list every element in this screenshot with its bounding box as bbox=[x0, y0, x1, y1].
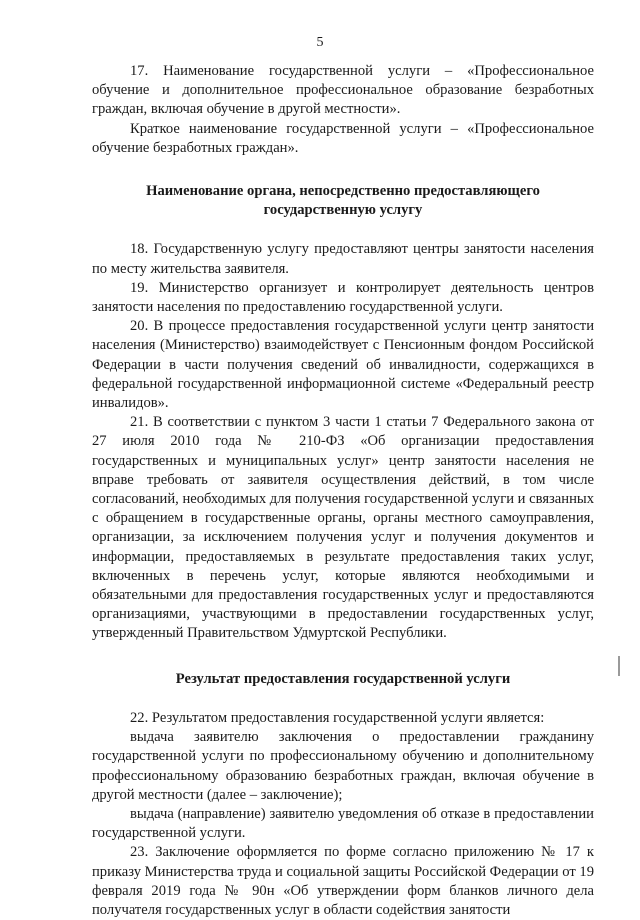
paragraph-short-name: Краткое наименование государственной услуги – «Профессиональное обучение безработных граждан». bbox=[92, 120, 594, 156]
paragraph-18: 18. Государственную услугу предоставляют центры занятости населения по месту жительства заявителя. bbox=[92, 241, 594, 277]
section-heading-organ: Наименование органа, непосредственно предоставляющего государственную услугу bbox=[146, 183, 540, 219]
paragraph-20: 20. В процессе предоставления государственной услуги центр занятости населения (Министерство) взаимодействует с Пенсионным фондом Российской Федерации в части получения сведений об инвалидности, содержащихся в федеральной государственной информационной системе «Федеральный реестр инвалидов». bbox=[92, 318, 594, 412]
scan-artifact bbox=[618, 656, 620, 676]
section-heading-result: Результат предоставления государственной услуги bbox=[175, 670, 511, 687]
paragraph-22: 22. Результатом предоставления государственной услуги является: bbox=[130, 709, 545, 726]
paragraph-19: 19. Министерство организует и контролирует деятельность центров занятости населения по предоставлению государственной услуги. bbox=[92, 279, 594, 316]
paragraph-17: 17. Наименование государственной услуги – «Профессиональное обучение и дополнительное профессиональное образование безработных граждан, включая обучение в другой местности». bbox=[92, 63, 594, 118]
paragraph-21: 21. В соответствии с пунктом 3 части 1 статьи 7 Федерального закона от 27 июля 2010 года № 210-ФЗ «Об организации предоставления государственных и муниципальных услуг» центр занятости населения не вправе требовать от заявителя осуществления действий, в том числе согласований, необходимых для получения государственной услуги и связанных с обращением в государственные органы, органы местного самоуправления, организации, за исключением получения услуг и получения документов и информации, предоставляемых в результате предоставления таких услуг, включенных в перечень услуг, которые являются необходимыми и обязательными для предоставления государственных услуг и предоставляются организациями, участвующими в предоставлении государственных услуг, утвержденный Правительством Удмуртской Республики. bbox=[92, 414, 594, 642]
document-body bbox=[92, 62, 594, 920]
paragraph-22-item-conclusion: выдача заявителю заключения о предоставлении гражданину государственной услуги по профессиональному обучению и дополнительному профессиональному образованию безработных граждан, включая обучение в другой местности (далее – заключение); bbox=[92, 729, 594, 803]
paragraph-23: 23. Заключение оформляется по форме согласно приложению № 17 к приказу Министерства труда и социальной защиты Российской Федерации от 19 февраля 2019 года № 90н «Об утверждении форм бланков личного дела получателя государственных услуг в области содействия занятости bbox=[92, 844, 594, 918]
paragraph-22-item-refusal: выдача (направление) заявителю уведомления об отказе в предоставлении государственной услуги. bbox=[92, 805, 594, 842]
page-number: 5 bbox=[316, 35, 324, 50]
